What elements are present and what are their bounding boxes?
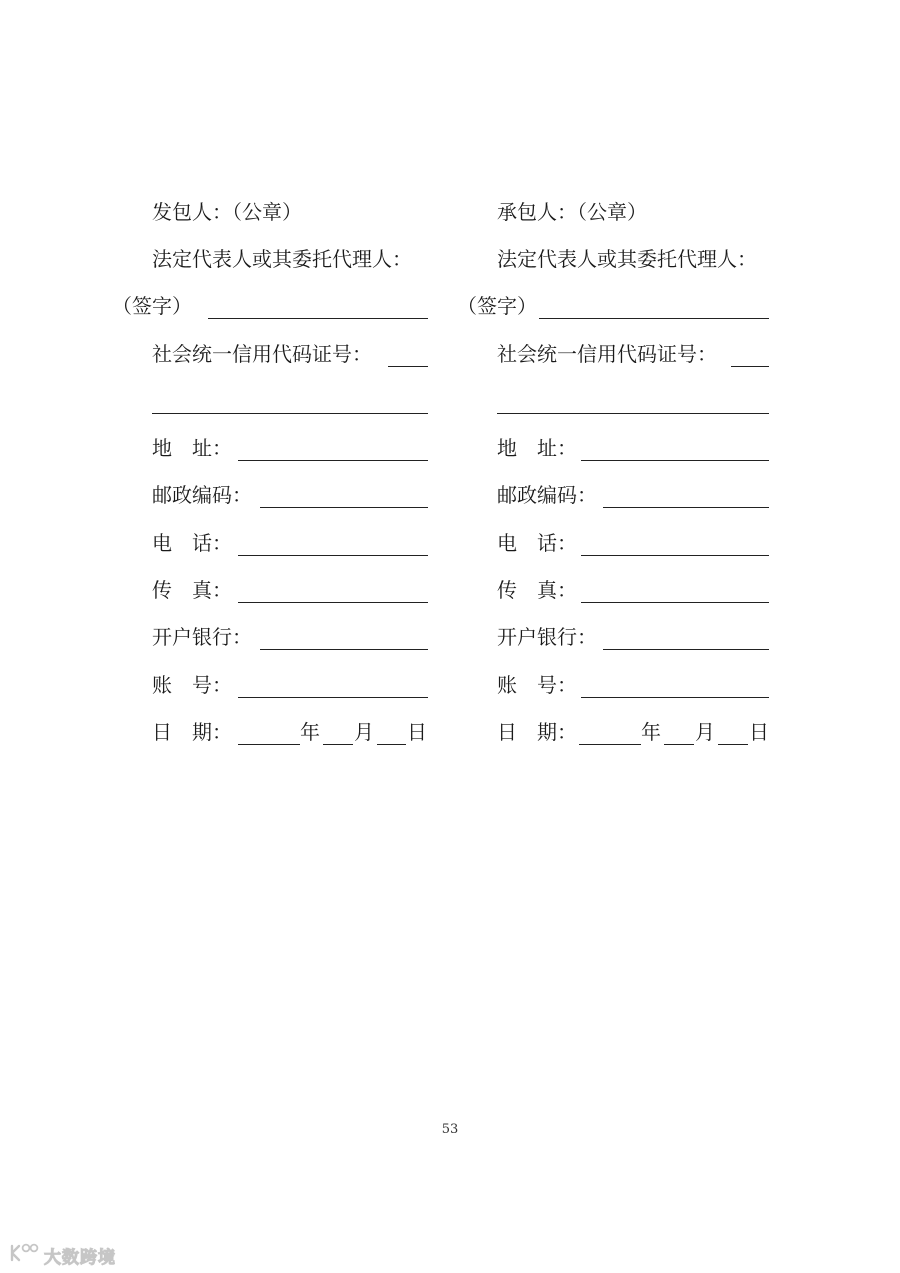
date-label: 日 期： <box>152 720 232 744</box>
account-line[interactable] <box>581 697 769 698</box>
year-line[interactable] <box>238 744 300 745</box>
year-label: 年 <box>641 720 661 744</box>
party-label: 发包人：（公章） <box>152 200 302 224</box>
credit-code-line-2[interactable] <box>497 413 769 414</box>
fax-label: 传 真： <box>497 578 577 602</box>
month-label: 月 <box>695 720 715 744</box>
month-label: 月 <box>354 720 374 744</box>
left-party-block <box>110 0 440 800</box>
address-line[interactable] <box>238 460 428 461</box>
page-number: 53 <box>441 1122 459 1137</box>
account-label: 账 号： <box>497 673 577 697</box>
credit-code-line[interactable] <box>731 366 769 367</box>
fax-line[interactable] <box>581 602 769 603</box>
account-label: 账 号： <box>152 673 232 697</box>
day-label: 日 <box>749 720 769 744</box>
postcode-line[interactable] <box>603 507 769 508</box>
right-party-block <box>455 0 785 800</box>
postcode-label: 邮政编码： <box>152 483 252 507</box>
fax-line[interactable] <box>238 602 428 603</box>
address-line[interactable] <box>581 460 769 461</box>
phone-line[interactable] <box>238 555 428 556</box>
credit-code-line[interactable] <box>388 366 428 367</box>
signature-line[interactable] <box>539 318 769 319</box>
year-label: 年 <box>300 720 320 744</box>
representative-label: 法定代表人或其委托代理人： <box>497 247 757 271</box>
watermark-text: 大数跨境 <box>44 1247 116 1268</box>
year-line[interactable] <box>579 744 641 745</box>
brand-logo-icon <box>8 1242 40 1268</box>
credit-code-line-2[interactable] <box>152 413 428 414</box>
postcode-line[interactable] <box>260 507 428 508</box>
credit-code-label: 社会统一信用代码证号： <box>152 342 372 366</box>
day-line[interactable] <box>377 744 406 745</box>
phone-line[interactable] <box>581 555 769 556</box>
address-label: 地 址： <box>152 436 232 460</box>
bank-line[interactable] <box>260 649 428 650</box>
month-line[interactable] <box>664 744 694 745</box>
bank-label: 开户银行： <box>497 625 597 649</box>
month-line[interactable] <box>323 744 353 745</box>
day-label: 日 <box>407 720 427 744</box>
signature-line[interactable] <box>208 318 428 319</box>
day-line[interactable] <box>718 744 748 745</box>
signature-label: （签字） <box>457 294 537 318</box>
bank-label: 开户银行： <box>152 625 252 649</box>
fax-label: 传 真： <box>152 578 232 602</box>
bank-line[interactable] <box>603 649 769 650</box>
phone-label: 电 话： <box>497 531 577 555</box>
address-label: 地 址： <box>497 436 577 460</box>
account-line[interactable] <box>238 697 428 698</box>
postcode-label: 邮政编码： <box>497 483 597 507</box>
party-label: 承包人：（公章） <box>497 200 647 224</box>
credit-code-label: 社会统一信用代码证号： <box>497 342 717 366</box>
date-label: 日 期： <box>497 720 577 744</box>
signature-label: （签字） <box>112 294 192 318</box>
watermark <box>8 1241 116 1269</box>
representative-label: 法定代表人或其委托代理人： <box>152 247 412 271</box>
phone-label: 电 话： <box>152 531 232 555</box>
